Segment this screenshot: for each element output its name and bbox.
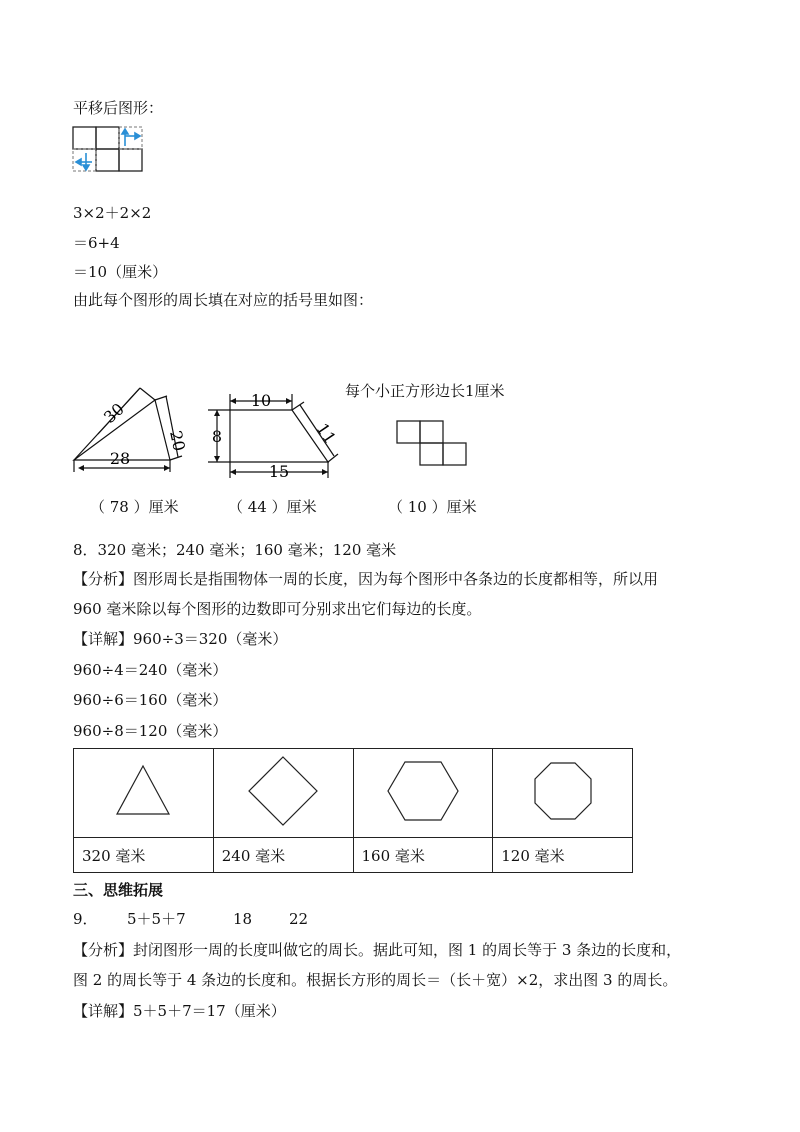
hexagon-shape <box>386 760 460 822</box>
q8-analysis-1: 【分析】图形周长是指围物体一周的长度，因为每个图形中各条边的长度都相等，所以用 <box>73 570 659 588</box>
square-cell <box>213 749 353 838</box>
squares-answer: （ 10 ）厘米 <box>388 498 477 516</box>
triangle-base: 28 <box>109 449 131 468</box>
triangle-figure <box>62 376 192 476</box>
table-label-2: 240 毫米 <box>213 838 353 873</box>
fill-note: 由此每个图形的周长填在对应的括号里如图： <box>73 291 374 309</box>
trapezoid-answer: （ 44 ）厘米 <box>228 498 317 516</box>
calc-line-3: ＝10（厘米） <box>73 263 168 281</box>
equilateral-triangle-shape <box>111 762 175 820</box>
translated-grid-figure <box>72 126 148 176</box>
squares-caption: 每个小正方形边长1厘米 <box>345 382 505 400</box>
q8-answer: 8．320 毫米；240 毫米；160 毫米；120 毫米 <box>73 541 397 559</box>
calc-line-1: 3×2＋2×2 <box>73 204 152 222</box>
q8-analysis-2: 960 毫米除以每个图形的边数即可分别求出它们每边的长度。 <box>73 600 482 618</box>
trapezoid-figure <box>200 384 340 482</box>
triangle-cell <box>74 749 214 838</box>
q8-detail-3: 960÷6＝160（毫米） <box>73 691 228 709</box>
shapes-table <box>73 748 633 873</box>
squares-figure <box>396 420 470 470</box>
q9-number: 9． <box>73 910 98 928</box>
q8-detail-4: 960÷8＝120（毫米） <box>73 722 228 740</box>
trapezoid-left: 8 <box>211 427 223 446</box>
triangle-side-b: 20 <box>166 428 189 453</box>
q8-detail-2: 960÷4＝240（毫米） <box>73 661 228 679</box>
hexagon-cell <box>353 749 493 838</box>
q9-value-2: 18 <box>233 910 253 928</box>
q9-value-3: 22 <box>289 910 309 928</box>
trapezoid-right: 11 <box>312 419 340 448</box>
section-three-heading: 三、思维拓展 <box>73 881 164 899</box>
table-label-4: 120 毫米 <box>493 838 633 873</box>
trapezoid-bottom: 15 <box>268 462 290 481</box>
triangle-answer: （ 78 ）厘米 <box>90 498 179 516</box>
q9-detail-1: 【详解】5＋5＋7＝17（厘米） <box>73 1002 286 1020</box>
q8-detail-1: 【详解】960÷3＝320（毫米） <box>73 630 288 648</box>
octagon-cell <box>493 749 633 838</box>
table-label-1: 320 毫米 <box>74 838 214 873</box>
octagon-shape <box>533 761 593 821</box>
q9-analysis-2: 图 2 的周长等于 4 条边的长度和。根据长方形的周长＝（长＋宽）×2，求出图 3 的周长。 <box>73 971 678 989</box>
calc-line-2: ＝6+4 <box>73 234 120 252</box>
triangle-side-a: 30 <box>99 399 128 427</box>
diamond-square-shape <box>247 755 319 827</box>
table-label-3: 160 毫米 <box>353 838 493 873</box>
q9-value-1: 5＋5＋7 <box>127 910 186 928</box>
translate-title: 平移后图形： <box>73 99 164 117</box>
q9-analysis-1: 【分析】封闭图形一周的长度叫做它的周长。据此可知，图 1 的周长等于 3 条边的长度和， <box>73 941 682 959</box>
trapezoid-top: 10 <box>250 391 272 410</box>
